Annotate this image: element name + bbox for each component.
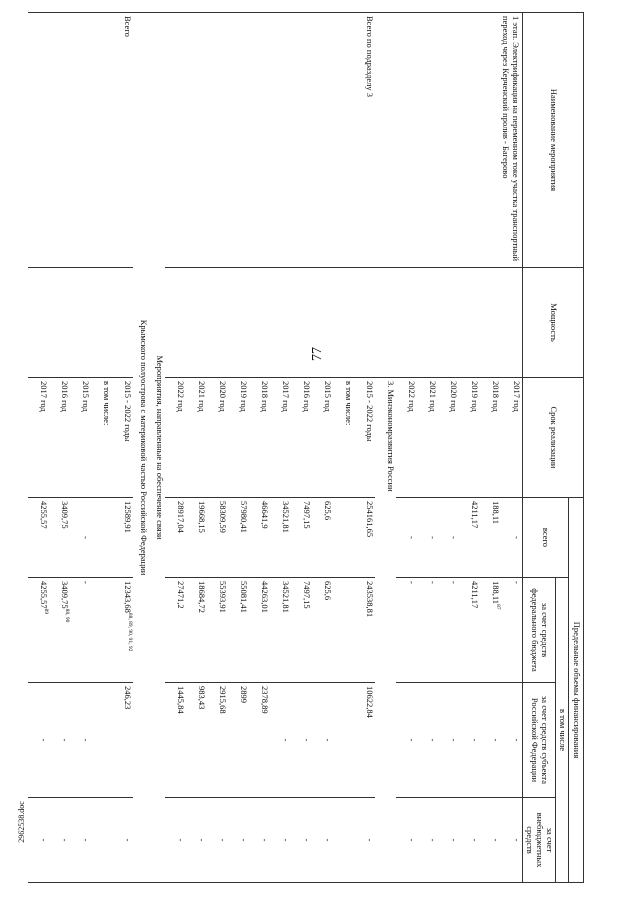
cell-name xyxy=(291,13,312,268)
financing-table xyxy=(28,12,584,883)
table-row xyxy=(354,13,375,883)
cell-value: - xyxy=(428,581,438,584)
cell-total: 4255,57 xyxy=(28,498,49,578)
cell-regional: - xyxy=(28,683,49,798)
header-name: Наименование мероприятия xyxy=(523,13,584,268)
cell-federal xyxy=(49,578,70,683)
table-row xyxy=(375,13,396,883)
table-row xyxy=(70,13,91,883)
cell-federal xyxy=(459,578,480,683)
cell-federal xyxy=(91,578,112,683)
cell-regional: 246,23 xyxy=(112,683,133,798)
cell-term: 2016 год xyxy=(291,378,312,498)
cell-term: 2020 год xyxy=(207,378,228,498)
cell-extra: - xyxy=(28,798,49,883)
cell-name xyxy=(312,13,333,268)
cell-term: 2017 год xyxy=(501,378,523,498)
cell-power xyxy=(186,268,207,378)
cell-total: 3409,75 xyxy=(49,498,70,578)
cell-regional xyxy=(91,683,112,798)
cell-extra: - xyxy=(354,798,375,883)
table-row xyxy=(49,13,70,883)
cell-extra xyxy=(333,798,354,883)
header-extra: за счет внебюджетных средств xyxy=(523,798,556,883)
cell-term: 2021 год xyxy=(417,378,438,498)
cell-regional: - xyxy=(459,683,480,798)
cell-regional: 2915,68 xyxy=(207,683,228,798)
header-regional: за счет средств субъекта Российской Федерации xyxy=(523,683,556,798)
cell-regional: - xyxy=(312,683,333,798)
table-row xyxy=(249,13,270,883)
cell-extra: - xyxy=(186,798,207,883)
cell-federal: 243538,81 xyxy=(354,578,375,683)
cell-power xyxy=(70,268,91,378)
cell-federal xyxy=(396,578,417,683)
cell-extra: - xyxy=(291,798,312,883)
cell-term: 2018 год xyxy=(249,378,270,498)
cell-value: 4255,57 xyxy=(39,581,49,609)
cell-total: 58309,59 xyxy=(207,498,228,578)
cell-total: 12589,91 xyxy=(112,498,133,578)
cell-federal xyxy=(28,578,49,683)
cell-federal xyxy=(333,578,354,683)
cell-power xyxy=(207,268,228,378)
cell-term: 2019 год xyxy=(459,378,480,498)
cell-extra: - xyxy=(270,798,291,883)
cell-total: 19668,15 xyxy=(186,498,207,578)
subtotal-name: Всего по подразделу 3 xyxy=(354,13,375,268)
cell-name xyxy=(207,13,228,268)
cell-value: - xyxy=(81,581,91,584)
cell-power xyxy=(49,268,70,378)
table-row xyxy=(149,13,165,883)
table-row xyxy=(133,13,149,883)
table-row xyxy=(207,13,228,883)
cell-extra: - xyxy=(249,798,270,883)
cell-federal xyxy=(417,578,438,683)
cell-term: 2019 год xyxy=(228,378,249,498)
rotated-table-page xyxy=(39,12,584,892)
table-row xyxy=(112,13,133,883)
cell-extra: - xyxy=(396,798,417,883)
cell-federal: 27471,2 xyxy=(165,578,186,683)
cell-extra: - xyxy=(165,798,186,883)
including-label: в том числе: xyxy=(333,378,354,498)
table-row xyxy=(501,13,523,883)
cell-name xyxy=(91,13,112,268)
cell-term: 2015 год xyxy=(312,378,333,498)
cell-federal: 18684,72 xyxy=(186,578,207,683)
cell-extra: - xyxy=(501,798,523,883)
cell-total: 34521,81 xyxy=(270,498,291,578)
footnote-ref: 88, 90 xyxy=(63,608,70,623)
footnote-ref: 89 xyxy=(42,608,49,615)
table-row xyxy=(186,13,207,883)
cell-value: - xyxy=(512,581,522,584)
cell-power xyxy=(112,268,133,378)
section-heading: Крымского полуострова с материковой частью Российской Федерации xyxy=(133,13,149,883)
table-row xyxy=(91,13,112,883)
cell-power xyxy=(480,268,501,378)
cell-extra: - xyxy=(70,798,91,883)
header-total: всего xyxy=(523,498,569,578)
cell-term: 2016 год xyxy=(49,378,70,498)
cell-name xyxy=(165,13,186,268)
cell-term: 2015 - 2022 годы xyxy=(112,378,133,498)
cell-regional: - xyxy=(417,683,438,798)
cell-total: - xyxy=(438,498,459,578)
cell-term: 2017 год xyxy=(270,378,291,498)
stage-name: 1 этап. Электрификация на переменном токе участка транспортный переход через Керченский пролив - Багерово xyxy=(396,13,523,268)
cell-power xyxy=(270,268,291,378)
cell-power xyxy=(165,268,186,378)
cell-federal xyxy=(438,578,459,683)
cell-term: 2022 год xyxy=(165,378,186,498)
cell-total xyxy=(91,498,112,578)
cell-regional: 1445,84 xyxy=(165,683,186,798)
cell-extra xyxy=(91,798,112,883)
table-row xyxy=(228,13,249,883)
cell-term: 2022 год xyxy=(396,378,417,498)
cell-extra: - xyxy=(417,798,438,883)
cell-value: 12343,68 xyxy=(123,581,133,613)
cell-total: 4211,17 xyxy=(459,498,480,578)
cell-name xyxy=(270,13,291,268)
cell-power xyxy=(228,268,249,378)
cell-total: 625,6 xyxy=(312,498,333,578)
cell-name xyxy=(186,13,207,268)
cell-regional xyxy=(333,683,354,798)
cell-federal xyxy=(70,578,91,683)
cell-term: 2015 - 2022 годы xyxy=(354,378,375,498)
cell-value: - xyxy=(407,581,417,584)
header-federal: за счет средств федерального бюджета xyxy=(523,578,556,683)
cell-total: 57980,41 xyxy=(228,498,249,578)
cell-name xyxy=(375,13,396,268)
cell-regional: 2378,89 xyxy=(249,683,270,798)
cell-regional: - xyxy=(480,683,501,798)
ministry-heading: 3. Минэкономразвития России xyxy=(375,378,396,883)
section-heading: Мероприятия, направленные на обеспечение связи xyxy=(149,13,165,883)
cell-federal xyxy=(112,578,133,683)
cell-name xyxy=(49,13,70,268)
cell-federal: 44263,01 xyxy=(249,578,270,683)
cell-federal: 7497,15 xyxy=(291,578,312,683)
cell-regional: - xyxy=(70,683,91,798)
cell-power xyxy=(28,268,49,378)
cell-regional: - xyxy=(270,683,291,798)
cell-power xyxy=(291,268,312,378)
page-number: 77 xyxy=(310,347,325,361)
table-row xyxy=(270,13,291,883)
cell-federal: 55081,41 xyxy=(228,578,249,683)
cell-total: 7497,15 xyxy=(291,498,312,578)
cell-power xyxy=(396,268,417,378)
cell-extra: - xyxy=(228,798,249,883)
cell-term: 2015 год xyxy=(70,378,91,498)
cell-power xyxy=(417,268,438,378)
cell-extra: - xyxy=(49,798,70,883)
table-header xyxy=(523,13,584,883)
cell-total: - xyxy=(501,498,523,578)
cell-power xyxy=(438,268,459,378)
cell-federal: 34521,81 xyxy=(270,578,291,683)
cell-total: 254161,65 xyxy=(354,498,375,578)
cell-extra: - xyxy=(459,798,480,883)
cell-value: 4211,17 xyxy=(470,581,480,609)
table-body xyxy=(28,13,523,883)
cell-name xyxy=(70,13,91,268)
cell-name xyxy=(228,13,249,268)
cell-regional: - xyxy=(396,683,417,798)
cell-name xyxy=(249,13,270,268)
cell-extra: - xyxy=(312,798,333,883)
total-name: Всего xyxy=(112,13,133,268)
including-label: в том числе: xyxy=(91,378,112,498)
table-row xyxy=(291,13,312,883)
cell-power xyxy=(459,268,480,378)
footnote-ref: 88, 89, 90, 91, 92 xyxy=(126,612,133,652)
cell-term: 2018 год xyxy=(480,378,501,498)
cell-value: 3409,75 xyxy=(60,581,70,609)
cell-regional: 2899 xyxy=(228,683,249,798)
cell-federal xyxy=(480,578,501,683)
header-limits: Предельные объемы финансирования xyxy=(569,498,584,883)
cell-name xyxy=(28,13,49,268)
cell-power xyxy=(91,268,112,378)
cell-extra: - xyxy=(480,798,501,883)
cell-total: - xyxy=(417,498,438,578)
footnote-ref: 87 xyxy=(494,604,501,610)
cell-federal: 55393,91 xyxy=(207,578,228,683)
table-row xyxy=(333,13,354,883)
cell-value: 188,11 xyxy=(491,581,501,605)
cell-power xyxy=(354,268,375,378)
cell-term: 2017 год xyxy=(28,378,49,498)
cell-regional: 983,43 xyxy=(186,683,207,798)
cell-power xyxy=(249,268,270,378)
table-row xyxy=(28,13,49,883)
document-id: 2962538.doc xyxy=(17,801,26,843)
cell-value: - xyxy=(449,581,459,584)
cell-regional: 10622,84 xyxy=(354,683,375,798)
cell-term: 2020 год xyxy=(438,378,459,498)
cell-federal: 625,6 xyxy=(312,578,333,683)
cell-total: 188,11 xyxy=(480,498,501,578)
cell-term: 2021 год xyxy=(186,378,207,498)
cell-total: - xyxy=(396,498,417,578)
header-including: в том числе xyxy=(556,578,569,883)
cell-federal xyxy=(501,578,523,683)
cell-regional: - xyxy=(291,683,312,798)
cell-total: 28917,04 xyxy=(165,498,186,578)
cell-regional: - xyxy=(438,683,459,798)
cell-regional: - xyxy=(501,683,523,798)
cell-power xyxy=(375,268,396,378)
header-term: Срок реализации xyxy=(523,378,584,498)
cell-total: - xyxy=(70,498,91,578)
header-power: Мощность xyxy=(523,268,584,378)
cell-name xyxy=(333,13,354,268)
cell-total: 46641,9 xyxy=(249,498,270,578)
cell-extra: - xyxy=(207,798,228,883)
cell-power xyxy=(501,268,523,378)
cell-extra: - xyxy=(438,798,459,883)
table-row xyxy=(312,13,333,883)
cell-extra: - xyxy=(112,798,133,883)
cell-power xyxy=(333,268,354,378)
cell-regional: - xyxy=(49,683,70,798)
cell-total xyxy=(333,498,354,578)
table-row xyxy=(165,13,186,883)
cell-power xyxy=(312,268,333,378)
